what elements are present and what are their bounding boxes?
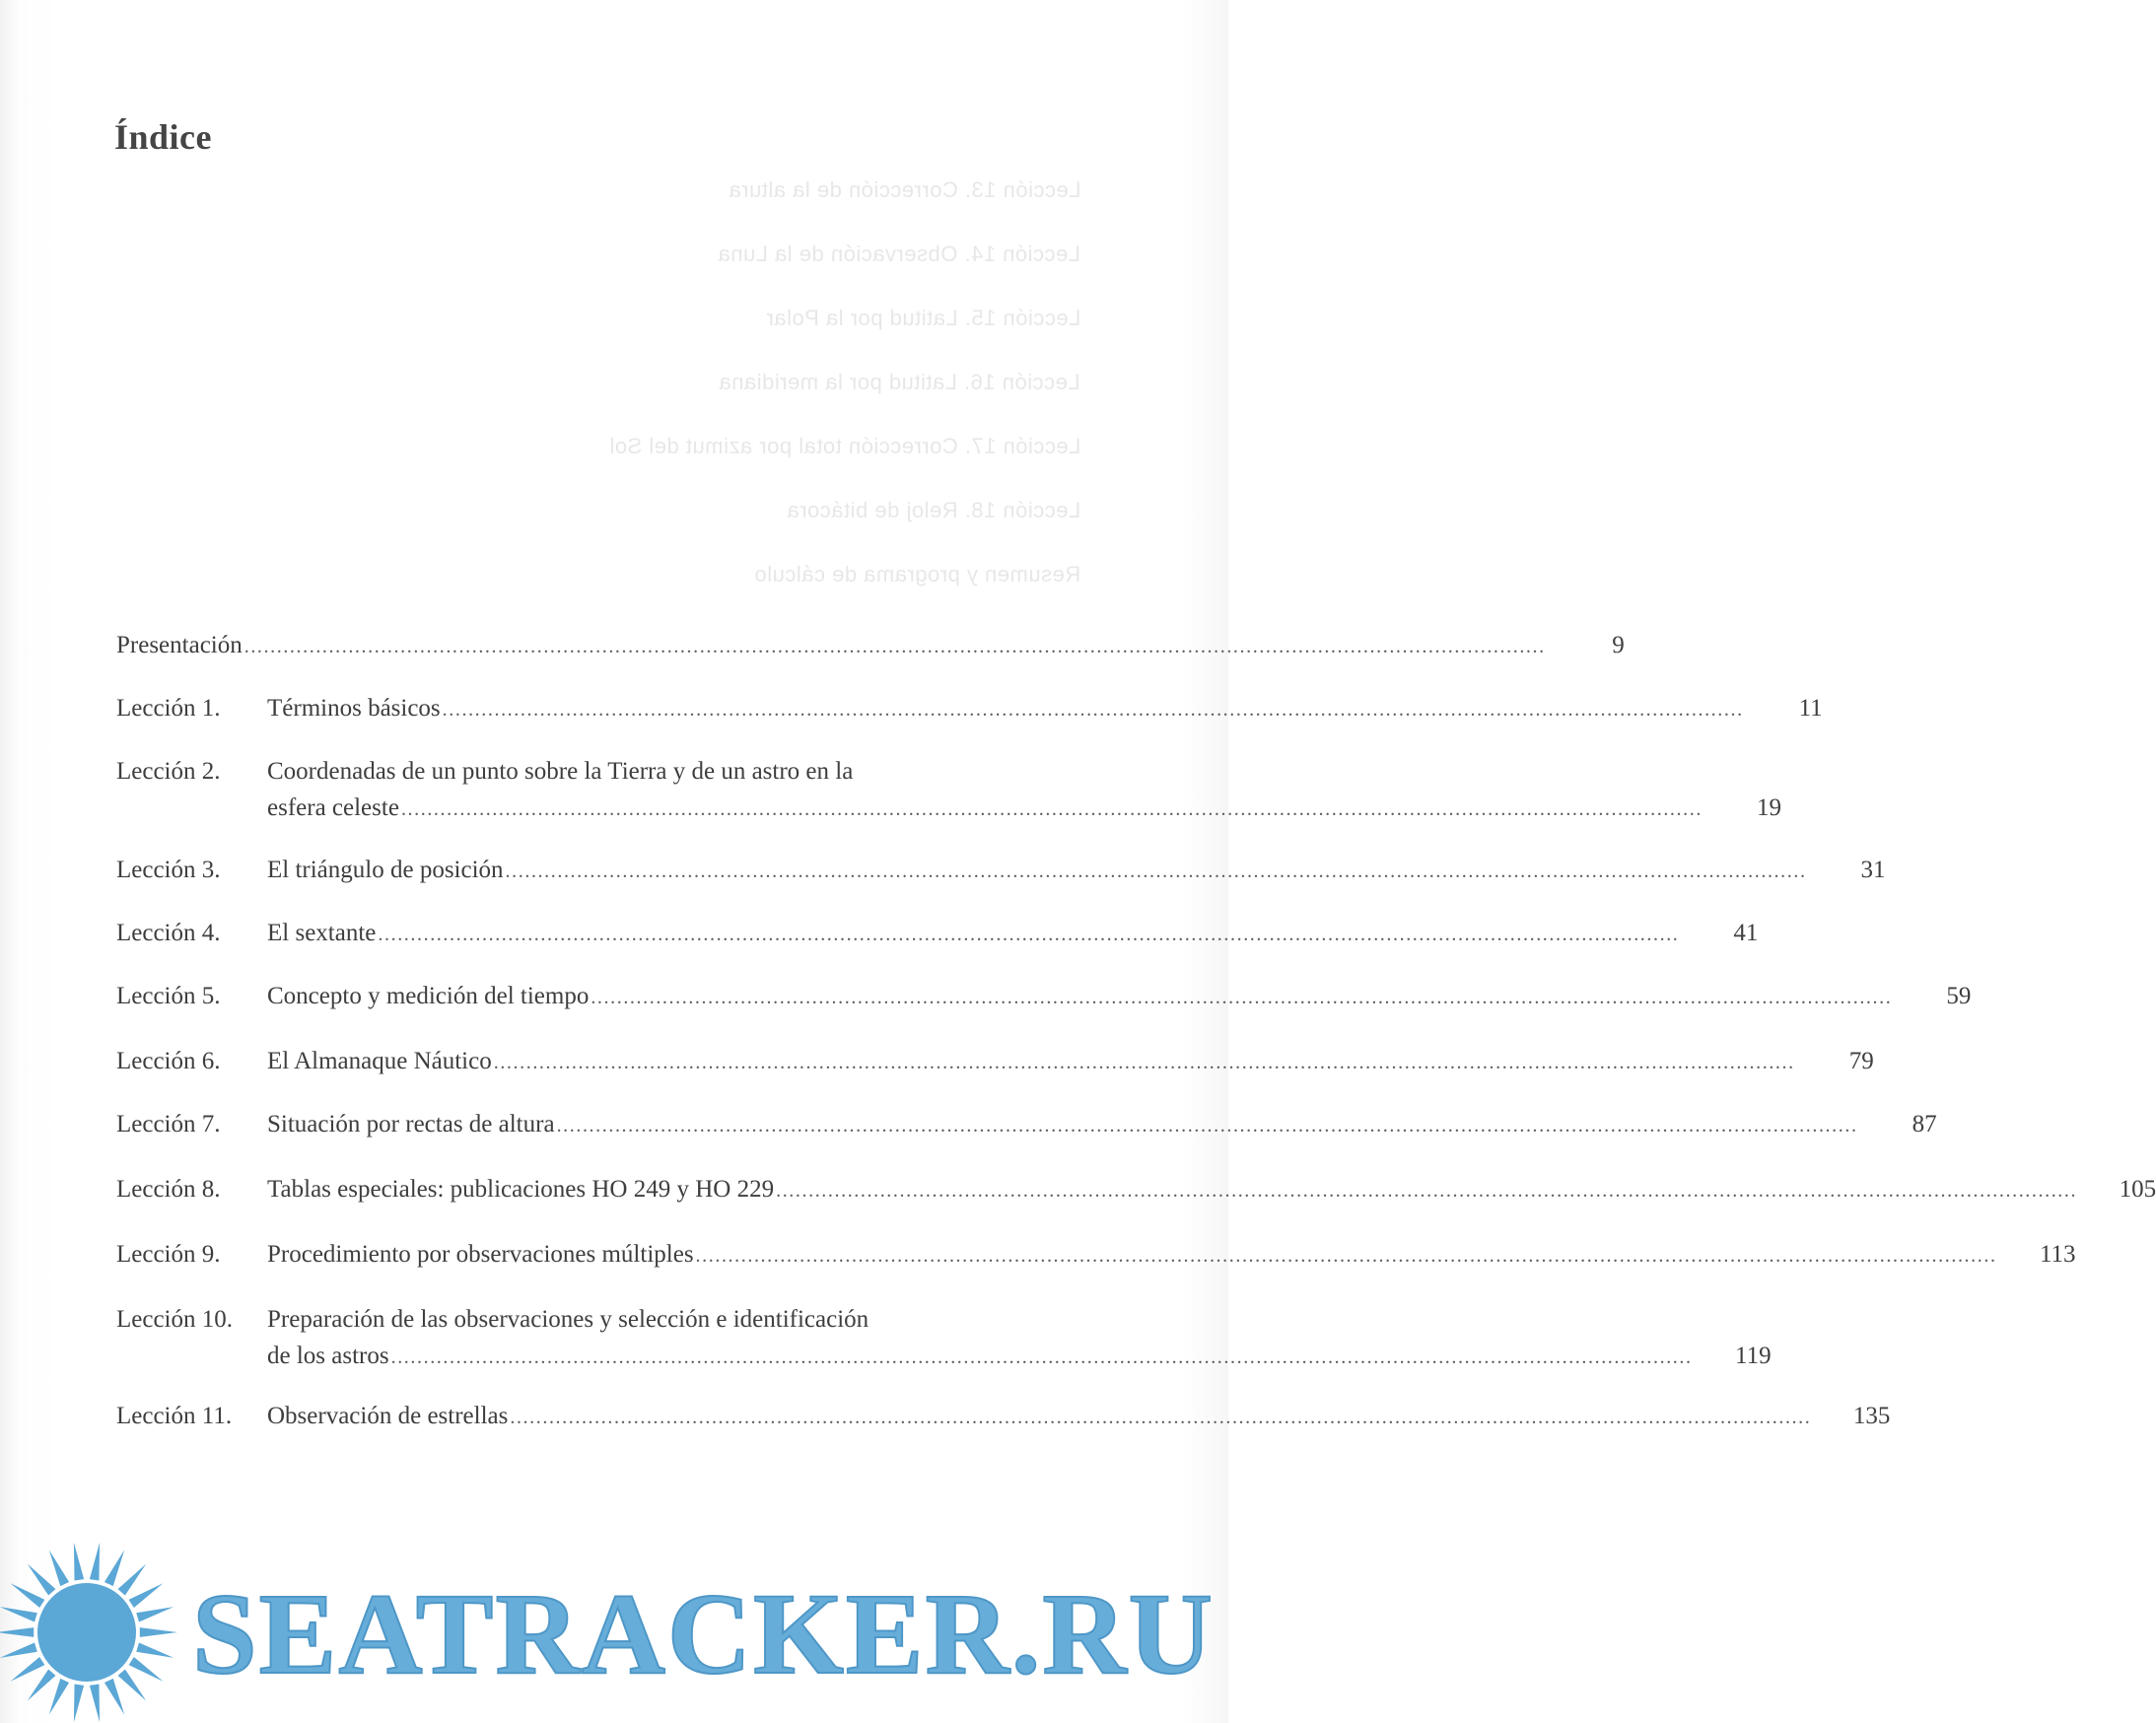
toc-entry xyxy=(116,1301,1772,1374)
entry-title: Coordenadas de un punto sobre la Tierra y de un astro en la xyxy=(267,758,854,785)
lesson-number: Lección 4. xyxy=(116,920,221,946)
lesson-number: Lección 10. xyxy=(116,1306,234,1333)
entry-text xyxy=(267,1398,1891,1436)
entry-line xyxy=(267,1171,2156,1209)
entry-text xyxy=(267,852,1886,890)
entry-line xyxy=(267,753,1125,790)
entry-title: de los astros xyxy=(267,1343,389,1369)
lesson-number: Lección 6. xyxy=(116,1048,221,1074)
page-number: 87 xyxy=(1912,1111,1937,1137)
sun-ray xyxy=(129,1657,164,1682)
entry-line xyxy=(267,690,1823,728)
entry-line xyxy=(267,915,1759,953)
lesson-number: Lección 1. xyxy=(116,695,221,722)
page-number: 31 xyxy=(1860,857,1886,883)
page-number: 119 xyxy=(1735,1343,1772,1369)
lesson-number: Lección 5. xyxy=(116,983,221,1009)
entry-title: El sextante xyxy=(267,920,377,946)
entry-line xyxy=(267,1301,1125,1338)
entry-text xyxy=(267,1171,2156,1209)
dot-leader: ........................................................................................................................................................................................................ xyxy=(493,1052,1795,1073)
page-number: 105 xyxy=(2119,1176,2156,1203)
dot-leader: ........................................................................................................................................................................................................ xyxy=(505,861,1807,882)
sun-ray xyxy=(74,1543,84,1581)
sun-ray xyxy=(118,1563,147,1595)
lesson-number: Lección 7. xyxy=(116,1111,221,1137)
entry-title: Tablas especiales: publicaciones HO 249 y HO 229 xyxy=(267,1176,775,1203)
dot-leader: ........................................................................................................................................................................................................ xyxy=(556,1115,1858,1137)
sun-ray xyxy=(136,1642,174,1657)
dot-leader: ........................................................................................................................................................................................................ xyxy=(510,1407,1812,1428)
sun-ray xyxy=(140,1627,177,1637)
entry-text xyxy=(267,978,1972,1016)
toc-entry xyxy=(116,1106,1937,1142)
entry-title: Situación por rectas de altura xyxy=(267,1111,555,1137)
dot-leader: ........................................................................................................................................................................................................ xyxy=(776,1180,2078,1202)
entry-title: Preparación de las observaciones y selección e identificación xyxy=(267,1306,869,1333)
entry-line xyxy=(267,978,1972,1016)
toc-entry xyxy=(116,1236,2076,1273)
toc-entry xyxy=(116,852,1886,888)
dot-leader: ........................................................................................................................................................................................................ xyxy=(400,798,1703,820)
toc-entry xyxy=(116,1171,2156,1207)
entry-text xyxy=(267,753,1781,828)
entry-title: Observación de estrellas xyxy=(267,1403,509,1429)
entry-line xyxy=(267,1338,1772,1376)
entry-text xyxy=(116,627,1625,665)
sun-ray xyxy=(11,1657,45,1682)
entry-title: Concepto y medición del tiempo xyxy=(267,983,590,1009)
toc-entry xyxy=(116,915,1759,951)
sun-ray xyxy=(49,1679,69,1715)
sun-ray xyxy=(28,1669,56,1700)
toc-entry xyxy=(116,1398,1891,1434)
toc-entry xyxy=(116,978,1972,1014)
sun-ray xyxy=(104,1679,124,1715)
dot-leader: ........................................................................................................................................................................................................ xyxy=(442,699,1744,721)
sun-ray xyxy=(28,1563,56,1595)
toc-entry xyxy=(116,690,1823,726)
entry-title: Presentación xyxy=(116,632,243,658)
entry-title: El Almanaque Náutico xyxy=(267,1048,492,1074)
page-number: 19 xyxy=(1756,794,1781,821)
entry-line xyxy=(267,1043,1874,1081)
toc-entry xyxy=(116,627,1625,663)
entry-line xyxy=(267,852,1886,890)
page-number: 113 xyxy=(2039,1241,2076,1268)
toc-entry xyxy=(116,753,1781,826)
entry-text xyxy=(267,1301,1772,1376)
show-through-text: Lección 13. Corrección de la altura Lección 14. Observación de la Luna Lección 15. Latitud por la Polar Lección 16. Latitud por la meridiana Lección 17. Corrección total por azimut del Sol Lección 18. Reloj de bitácora Resumen y programa de cálculo xyxy=(608,177,1080,586)
dot-leader: ........................................................................................................................................................................................................ xyxy=(695,1245,1997,1267)
lesson-number: Lección 2. xyxy=(116,758,221,785)
page-title: Índice xyxy=(114,117,213,157)
page-number: 79 xyxy=(1848,1048,1874,1074)
sun-ray xyxy=(104,1550,124,1586)
watermark-text: SEATRACKER.RU xyxy=(192,1569,1215,1698)
dot-leader: ........................................................................................................................................................................................................ xyxy=(378,924,1680,945)
page-number: 135 xyxy=(1852,1403,1891,1429)
sun-ray xyxy=(49,1550,69,1586)
entry-line xyxy=(116,627,1625,665)
entry-line xyxy=(267,790,1781,828)
entry-text xyxy=(267,1043,1874,1081)
sun-ray xyxy=(0,1627,34,1637)
sun-ray xyxy=(129,1583,164,1608)
entry-text xyxy=(267,1106,1937,1144)
dot-leader: ........................................................................................................................................................................................................ xyxy=(390,1346,1693,1368)
page-number: 11 xyxy=(1798,695,1823,722)
sun-ray xyxy=(90,1685,100,1723)
entry-line xyxy=(267,1398,1891,1436)
watermark xyxy=(0,1538,1228,1723)
sun-ray xyxy=(136,1607,174,1621)
toc-entry xyxy=(116,1043,1874,1079)
page-number: 59 xyxy=(1946,983,1972,1009)
dot-leader: ........................................................................................................................................................................................................ xyxy=(243,636,1546,657)
entry-line xyxy=(267,1106,1937,1144)
sun-ray xyxy=(0,1607,37,1621)
entry-text xyxy=(267,1236,2076,1275)
entry-title: esfera celeste xyxy=(267,794,399,821)
lesson-number: Lección 3. xyxy=(116,857,221,883)
page-number: 41 xyxy=(1733,920,1759,946)
sun-ray xyxy=(0,1642,37,1657)
entry-line xyxy=(267,1236,2076,1275)
entry-text xyxy=(267,915,1759,953)
page-number: 9 xyxy=(1612,632,1625,658)
dot-leader: ........................................................................................................................................................................................................ xyxy=(591,987,1893,1008)
lesson-number: Lección 8. xyxy=(116,1176,221,1203)
sun-icon xyxy=(0,1538,217,1723)
lesson-number: Lección 11. xyxy=(116,1403,233,1429)
sun-ray xyxy=(90,1543,100,1581)
sun-ray xyxy=(118,1669,147,1700)
entry-text xyxy=(267,690,1823,728)
sun-ray xyxy=(11,1583,45,1608)
entry-title: Términos básicos xyxy=(267,695,441,722)
entry-title: Procedimiento por observaciones múltiples xyxy=(267,1241,694,1268)
lesson-number: Lección 9. xyxy=(116,1241,221,1268)
entry-title: El triángulo de posición xyxy=(267,857,504,883)
sun-ray xyxy=(74,1685,84,1723)
